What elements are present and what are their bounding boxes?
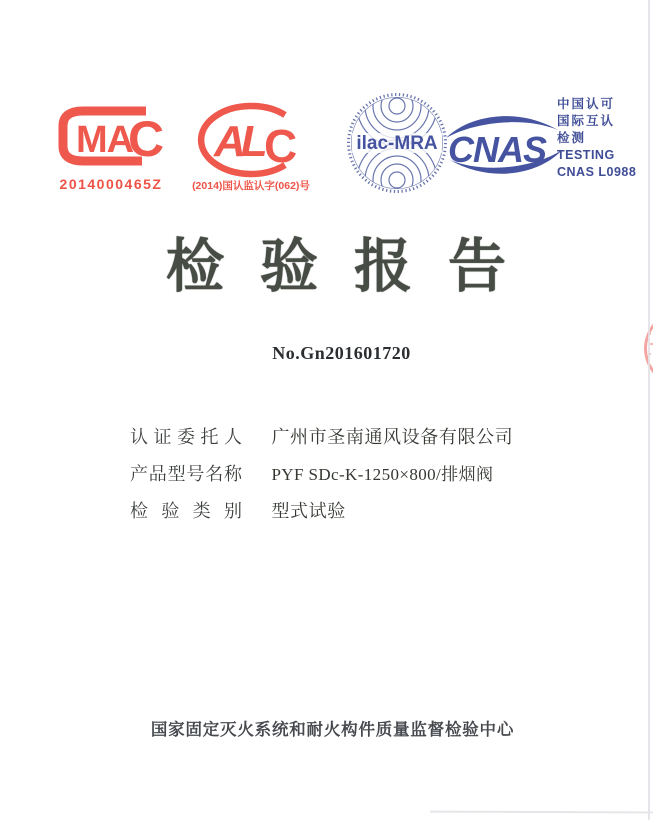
cma-logo-icon bbox=[56, 104, 166, 168]
field-value: PYF SDc-K-1250×800/排烟阀 bbox=[271, 465, 494, 484]
cal-logo-icon bbox=[192, 99, 304, 181]
field-value: 广州市圣南通风设备有限公司 bbox=[271, 427, 514, 447]
issuing-institution: 国家固定灭火系统和耐火构件质量监督检验中心 bbox=[150, 721, 515, 739]
cal-letter-c: C bbox=[264, 120, 298, 172]
field-row-test-category bbox=[130, 497, 346, 523]
scan-edge-right bbox=[648, 0, 650, 820]
cnas-logo-icon bbox=[444, 108, 564, 182]
accred-line: 中国认可 bbox=[557, 97, 616, 111]
accred-line: CNAS L0988 bbox=[557, 165, 637, 179]
ilac-mra-stamp-icon bbox=[346, 92, 448, 194]
cma-letters: MA bbox=[76, 119, 134, 161]
field-label: 检验类别 bbox=[130, 501, 242, 521]
scan-edge-bottom bbox=[430, 811, 653, 813]
cal-caption: (2014)国认监认字(062)号 bbox=[192, 180, 310, 192]
accred-line: 检测 bbox=[557, 131, 587, 145]
cal-letters: AL bbox=[214, 117, 263, 166]
page-title: 检验报告 bbox=[166, 234, 543, 299]
cma-letter-c: C bbox=[128, 111, 165, 167]
accred-line: 国际互认 bbox=[557, 114, 616, 128]
accreditation-text-block bbox=[557, 96, 636, 181]
accred-line: TESTING bbox=[557, 148, 615, 162]
cnas-word: CNAS bbox=[448, 129, 547, 170]
ilac-mra-label: ilac-MRA bbox=[356, 133, 438, 154]
field-row-product-model bbox=[130, 460, 493, 486]
field-value: 型式试验 bbox=[271, 501, 346, 521]
field-row-applicant bbox=[130, 423, 513, 449]
field-label: 产品型号名称 bbox=[130, 464, 242, 484]
cma-certificate-number: 2014000465Z bbox=[59, 176, 163, 192]
report-number: No.Gn201601720 bbox=[272, 343, 411, 363]
field-label: 认证委托人 bbox=[130, 427, 242, 447]
